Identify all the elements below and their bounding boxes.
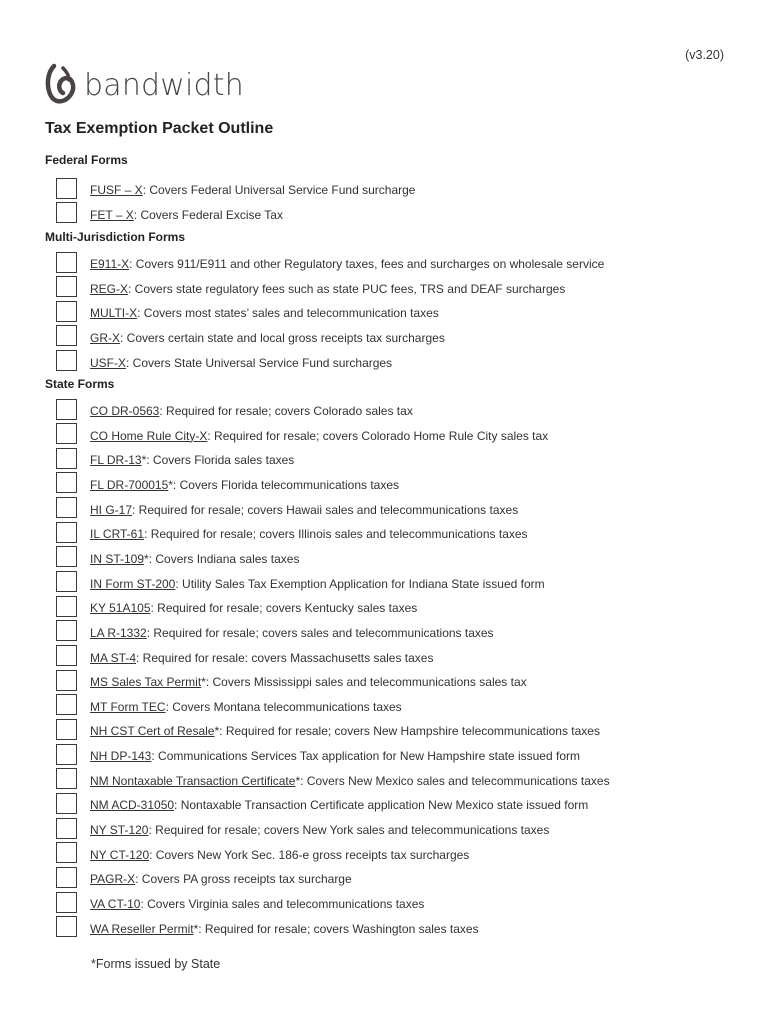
footnote: *Forms issued by State xyxy=(91,957,221,971)
form-row xyxy=(56,176,415,200)
form-row xyxy=(56,841,469,865)
section-heading-multi: Multi-Jurisdiction Forms xyxy=(45,230,186,244)
form-description xyxy=(90,257,604,271)
form-checkbox[interactable] xyxy=(56,694,77,715)
form-checkbox[interactable] xyxy=(56,202,77,223)
version-label: (v3.20) xyxy=(685,48,724,62)
form-checkbox[interactable] xyxy=(56,252,77,273)
form-description xyxy=(90,306,439,320)
form-checkbox[interactable] xyxy=(56,892,77,913)
form-coverage-text: *: Covers Indiana sales taxes xyxy=(144,551,300,566)
form-coverage-text: : Covers state regulatory fees such as state PUC fees, TRS and DEAF surcharges xyxy=(128,281,566,296)
form-link[interactable]: FL DR-700015 xyxy=(90,477,169,492)
form-link[interactable]: MA ST-4 xyxy=(90,650,137,665)
form-description xyxy=(90,577,545,591)
form-checkbox[interactable] xyxy=(56,178,77,199)
form-row xyxy=(56,816,549,840)
form-coverage-text: : Covers Montana telecommunications taxes xyxy=(165,699,402,714)
form-coverage-text: : Covers State Universal Service Fund surcharges xyxy=(126,355,393,370)
form-row xyxy=(56,422,548,446)
form-description xyxy=(90,478,399,492)
form-row xyxy=(56,299,439,323)
form-coverage-text: : Required for resale; covers Colorado sales tax xyxy=(159,404,413,418)
page-title: Tax Exemption Packet Outline xyxy=(45,120,274,137)
form-link[interactable]: LA R-1332 xyxy=(90,625,147,640)
form-row xyxy=(56,890,424,914)
form-coverage-text: *: Covers New Mexico sales and telecommunications taxes xyxy=(295,773,610,788)
form-checkbox[interactable] xyxy=(56,867,77,888)
form-checkbox[interactable] xyxy=(56,571,77,592)
form-row xyxy=(56,742,580,766)
form-link[interactable]: USF-X xyxy=(90,355,126,370)
form-checkbox[interactable] xyxy=(56,768,77,789)
form-description xyxy=(90,527,528,541)
form-row xyxy=(56,349,392,373)
form-description xyxy=(90,404,413,418)
form-description xyxy=(90,429,548,443)
form-description xyxy=(90,626,494,640)
form-link[interactable]: FET – X xyxy=(90,207,134,222)
form-description xyxy=(90,356,392,370)
form-coverage-text: : Covers 911/E911 and other Regulatory taxes, fees and surcharges on wholesale service xyxy=(129,257,605,271)
form-description xyxy=(90,897,424,911)
form-link[interactable]: VA CT-10 xyxy=(90,897,141,911)
form-link[interactable]: FUSF – X xyxy=(90,183,143,197)
form-description xyxy=(90,724,600,738)
form-link[interactable]: IN ST-109 xyxy=(90,551,145,566)
form-coverage-text: : Required for resale: covers Massachusetts sales taxes xyxy=(136,650,434,665)
form-coverage-text: : Required for resale; covers Hawaii sales and telecommunications taxes xyxy=(132,502,519,517)
form-row xyxy=(56,791,588,815)
form-description xyxy=(90,208,283,222)
form-link[interactable]: WA Reseller Permit xyxy=(90,921,194,936)
form-link[interactable]: NH DP-143 xyxy=(90,749,152,764)
form-coverage-text: *: Required for resale; covers Washington sales taxes xyxy=(193,921,479,936)
form-description xyxy=(90,872,352,886)
form-row xyxy=(56,471,399,495)
form-link[interactable]: IL CRT-61 xyxy=(90,527,145,542)
form-coverage-text: : Covers Federal Excise Tax xyxy=(133,207,283,222)
section-heading-federal: Federal Forms xyxy=(45,153,128,167)
form-row xyxy=(56,201,283,225)
form-link[interactable]: NY CT-120 xyxy=(90,847,150,862)
form-link[interactable]: CO DR-0563 xyxy=(90,404,160,418)
form-row xyxy=(56,324,445,348)
form-row xyxy=(56,570,545,594)
form-checkbox[interactable] xyxy=(56,522,77,543)
form-coverage-text: : Covers Federal Universal Service Fund surcharge xyxy=(142,183,416,197)
form-coverage-text: : Nontaxable Transaction Certificate application New Mexico state issued form xyxy=(174,798,589,813)
form-checkbox[interactable] xyxy=(56,350,77,371)
form-row xyxy=(56,668,527,692)
form-checkbox[interactable] xyxy=(56,423,77,444)
form-coverage-text: *: Covers Florida telecommunications taxes xyxy=(168,477,400,492)
form-description xyxy=(90,774,610,788)
form-row xyxy=(56,693,402,717)
form-coverage-text: : Covers certain state and local gross receipts tax surcharges xyxy=(120,330,445,345)
form-coverage-text: : Covers most states’ sales and telecommunication taxes xyxy=(137,306,439,321)
form-description xyxy=(90,798,588,812)
form-description xyxy=(90,601,417,615)
form-coverage-text: : Required for resale; covers New York sales and telecommunications taxes xyxy=(148,823,550,838)
form-coverage-text: : Covers New York Sec. 186-e gross receipts tax surcharges xyxy=(149,847,470,862)
form-description xyxy=(90,331,445,345)
form-coverage-text: : Required for resale; covers Kentucky sales taxes xyxy=(150,601,418,616)
form-link[interactable]: PAGR-X xyxy=(90,872,136,887)
bandwidth-logo-icon xyxy=(44,62,78,109)
form-link[interactable]: NH CST Cert of Resale xyxy=(90,724,215,739)
form-row xyxy=(56,275,565,299)
form-description xyxy=(90,749,580,763)
form-link[interactable]: REG-X xyxy=(90,281,129,296)
form-checkbox[interactable] xyxy=(56,497,77,518)
form-checkbox[interactable] xyxy=(56,818,77,839)
form-row xyxy=(56,496,518,520)
form-link[interactable]: FL DR-13 xyxy=(90,453,142,468)
form-description xyxy=(90,675,527,689)
bandwidth-logo xyxy=(44,62,244,109)
form-checkbox[interactable] xyxy=(56,399,77,420)
form-row xyxy=(56,915,479,939)
form-description xyxy=(90,282,565,296)
form-coverage-text: : Covers PA gross receipts tax surcharge xyxy=(135,872,352,887)
form-link[interactable]: HI G-17 xyxy=(90,502,133,517)
form-row xyxy=(56,619,494,643)
form-row xyxy=(56,520,528,544)
form-coverage-text: : Communications Services Tax application for New Hampshire state issued form xyxy=(151,749,580,764)
form-link[interactable]: CO Home Rule City-X xyxy=(90,428,208,443)
form-checkbox[interactable] xyxy=(56,596,77,617)
section-heading-state: State Forms xyxy=(45,377,115,391)
form-description xyxy=(90,651,433,665)
form-checkbox[interactable] xyxy=(56,719,77,740)
form-link[interactable]: GR-X xyxy=(90,330,120,345)
form-description xyxy=(90,503,518,517)
bandwidth-logo-text: bandwidth xyxy=(84,68,244,103)
form-coverage-text: : Utility Sales Tax Exemption Application for Indiana State issued form xyxy=(175,576,545,591)
form-checkbox[interactable] xyxy=(56,325,77,346)
form-description xyxy=(90,848,469,862)
form-checkbox[interactable] xyxy=(56,744,77,765)
form-coverage-text: : Covers Virginia sales and telecommunications taxes xyxy=(140,897,425,911)
form-description xyxy=(90,183,415,197)
form-link[interactable]: KY 51A105 xyxy=(90,601,151,616)
form-link[interactable]: NM ACD-31050 xyxy=(90,798,175,813)
form-checkbox[interactable] xyxy=(56,793,77,814)
form-checkbox[interactable] xyxy=(56,301,77,322)
form-row xyxy=(56,644,433,668)
form-description xyxy=(90,700,402,714)
form-description xyxy=(90,552,299,566)
form-row xyxy=(56,717,600,741)
form-checkbox[interactable] xyxy=(56,842,77,863)
form-coverage-text: : Required for resale; covers sales and telecommunications taxes xyxy=(146,625,494,640)
form-link[interactable]: IN Form ST-200 xyxy=(90,576,176,591)
form-description xyxy=(90,922,479,936)
form-checkbox[interactable] xyxy=(56,276,77,297)
form-link[interactable]: MT Form TEC xyxy=(90,699,166,714)
form-row xyxy=(56,250,604,274)
form-row xyxy=(56,397,413,421)
form-checkbox[interactable] xyxy=(56,546,77,567)
form-coverage-text: *: Required for resale; covers New Hampshire telecommunications taxes xyxy=(214,724,600,739)
form-row xyxy=(56,594,417,618)
form-link[interactable]: E911-X xyxy=(90,257,130,271)
form-checkbox[interactable] xyxy=(56,645,77,666)
form-coverage-text: *: Covers Mississippi sales and telecommunications sales tax xyxy=(201,675,527,690)
form-checkbox[interactable] xyxy=(56,620,77,641)
form-coverage-text: : Required for resale; covers Illinois sales and telecommunications taxes xyxy=(144,527,528,542)
form-description xyxy=(90,453,294,467)
form-row xyxy=(56,865,352,889)
form-coverage-text: : Required for resale; covers Colorado Home Rule City sales tax xyxy=(207,428,549,443)
form-coverage-text: *: Covers Florida sales taxes xyxy=(141,453,295,468)
form-link[interactable]: MULTI-X xyxy=(90,306,138,321)
form-description xyxy=(90,823,549,837)
form-row xyxy=(56,446,294,470)
form-link[interactable]: NM Nontaxable Transaction Certificate xyxy=(90,773,296,788)
form-link[interactable]: NY ST-120 xyxy=(90,823,149,838)
form-link[interactable]: MS Sales Tax Permit xyxy=(90,675,202,690)
form-checkbox[interactable] xyxy=(56,916,77,937)
form-checkbox[interactable] xyxy=(56,472,77,493)
form-row xyxy=(56,545,299,569)
form-checkbox[interactable] xyxy=(56,670,77,691)
form-row xyxy=(56,767,610,791)
form-checkbox[interactable] xyxy=(56,448,77,469)
